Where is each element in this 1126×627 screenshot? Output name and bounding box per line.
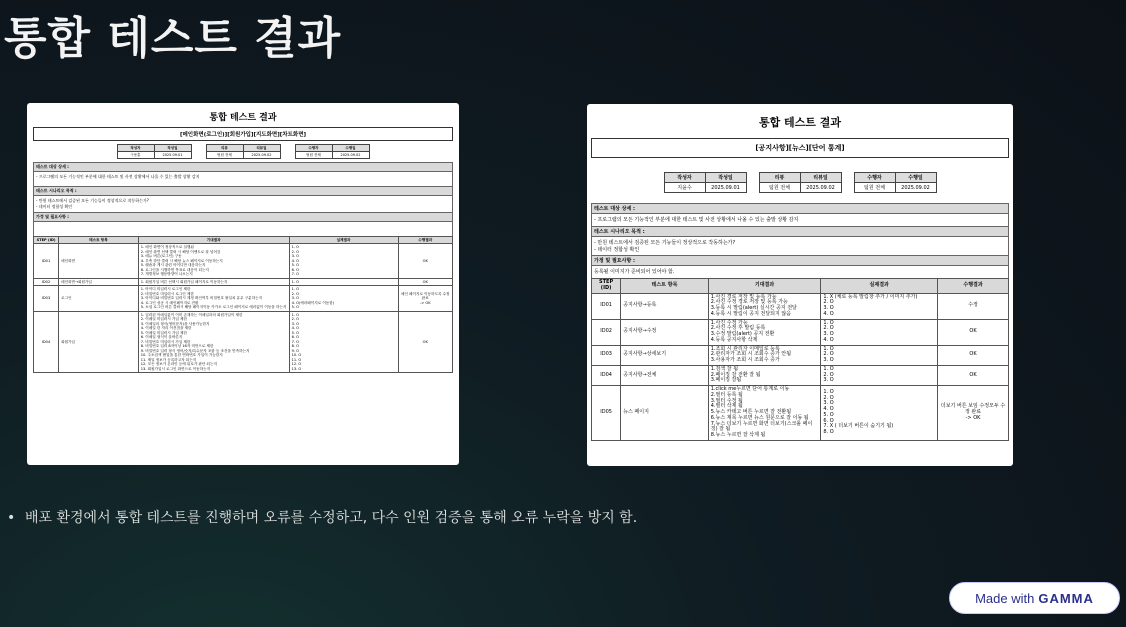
step-id: ID02 — [34, 278, 59, 285]
test-item: 회원가입 — [59, 311, 139, 372]
expected-result: 1. 메인 화면이 정상적으로 실행됨 2. 메인 화면 선택 클릭 시 해당 이벤트로 잘 넘어감 3. 메뉴 버튼(로그인) 구동 4. 우측 하단 클릭 시 해당 뉴스 페이지로 이동하는지 5. 펫숍과 게시 관련 아이디만 대응하는지 6. 로그인을 시행하면 목표로 대응이 되는지 7. 개별정보 행동방향이 나오는지 — [138, 244, 289, 278]
signature-header: 수행자 — [295, 145, 332, 152]
table-row — [34, 286, 453, 311]
expected-result: 1.사진 경로 저장 및 등록 가능 2.사진 수정 경로 저장 및 등록 가능 3.등록 시 말림(alert) 실시간 공지 전달 4.등록 시 말림이 공지 전달되지 않음 — [708, 293, 821, 319]
actual-result: 1. O — [289, 278, 398, 285]
signature-value: 2025.09.02 — [243, 152, 280, 159]
expected-result: 1. 회원가입 버튼 선택시 회원가입 페이지로 이동하는지 — [138, 278, 289, 285]
bullet-point — [7, 507, 637, 527]
table-row — [592, 386, 1009, 441]
test-item: 메인화면 — [59, 244, 139, 278]
gamma-logo: GAMMA — [1038, 590, 1094, 606]
step-id: ID03 — [592, 345, 621, 365]
step-id: ID04 — [592, 365, 621, 385]
section-body: - 프로그램의 모든 기능적인 부분에 대한 테스트 및 사전 상황에서 나올 수 있는 출발 상황 감지 — [591, 214, 1009, 226]
section-body: - 만원 테스트에서 검증된 모든 기능들이 정상적으로 작동하는가? - 데이터 정합성 확인 — [33, 196, 453, 212]
expected-result: 1.검색 잘 됨 2.페이징 잘 전환 잘 됨 3.페이징 잘됨 — [708, 365, 821, 385]
signature-value: 2025.09.02 — [895, 183, 936, 193]
execution-result: OK — [398, 311, 453, 372]
signature-table — [295, 144, 370, 159]
actual-result: 1. O 2. O 3. O 4. O 5. O 6. O 7. O — [289, 244, 398, 278]
test-item: 로그인 — [59, 286, 139, 311]
signature-value: 팀원 전체 — [854, 183, 895, 193]
table-row — [34, 278, 453, 285]
step-id: ID03 — [34, 286, 59, 311]
execution-result: OK — [938, 365, 1009, 385]
table-row — [34, 244, 453, 278]
step-id: ID01 — [34, 244, 59, 278]
test-item: 공지사항→등록 — [621, 293, 709, 319]
section-body: - 만원 테스트에서 검증된 모든 기능들이 정상적으로 작동하는가? - 데이터 정합성 확인 — [591, 237, 1009, 255]
signature-value: 팀원 전체 — [759, 183, 800, 193]
signature-table — [206, 144, 281, 159]
section-heading: 가정 및 필요사항 : — [33, 212, 453, 222]
expected-result: 1. 입력된 이메일값이 이미 존재하는 이메일과의 회원가입이 제한 2. 이메일 미입력시 가입 제한 3. 이메일의 형식(영어문자)을 사용가능한지 4. 이메일 한 자리 이전점을 제한 5. 이메일 미입력시 가입 제한 6. 이메일 형식이 올바른지 7. 비밀번호 미입력시 가입 제한 8. 비밀번호 입력 8자이상 16자 미만으로 제한 9. 비밀번호 입력 형식 영어/숫자/특수문자 포함 등 조건을 만족하는지 10. 주소검색 팝업을 통한 연락번호 가입이 가능한지 11. 제일 정보가 등록하고자 되는지 12. 모든 정보가 온라인 등에 뒤로가 판단 되는지 13. 회원가입시 로그인 화면으로 이동하는지 — [138, 311, 289, 372]
actual-result: 1. X (체로 등록 말림창 추가 / 이미지 추가) 2. O 3. O 4. O — [821, 293, 938, 319]
signature-header: 리뷰 — [206, 145, 243, 152]
signature-table — [759, 172, 842, 193]
signature-header: 작성일 — [154, 145, 191, 152]
test-result-table — [33, 236, 453, 373]
signature-value: 팀원 전체 — [295, 152, 332, 159]
signature-table — [664, 172, 747, 193]
table-row — [592, 293, 1009, 319]
table-row — [592, 345, 1009, 365]
signature-header: 리뷰일 — [243, 145, 280, 152]
execution-result: OK — [938, 319, 1009, 345]
section-heading: 테스트 대상 상세 : — [33, 162, 453, 172]
section-heading: 테스트 시나리오 목적 : — [33, 186, 453, 196]
test-item: 공지사항→수정 — [621, 319, 709, 345]
column-header: 기대결과 — [708, 279, 821, 294]
execution-result: 수정 — [938, 293, 1009, 319]
signature-value: 2025.09.01 — [154, 152, 191, 159]
test-item: 공지사항→상세보기 — [621, 345, 709, 365]
expected-result: 1.사진 수정 가능 2.사진 수정 후 말림 등록 3.수정 말림(alert) 공지 전환 4.등록 공지사항 삭제 — [708, 319, 821, 345]
page-title: 통합 테스트 결과 — [4, 13, 342, 64]
section-heading: 테스트 시나리오 목적 : — [591, 226, 1009, 237]
column-header: 실제결과 — [289, 237, 398, 244]
bullet-text: 배포 환경에서 통합 테스트를 진행하며 오류를 수정하고, 다수 인원 검증을 통해 오류 누락을 방지 함. — [25, 510, 638, 526]
table-row — [592, 365, 1009, 385]
column-header: STEP (ID) — [592, 279, 621, 294]
signature-value: 2025.09.01 — [705, 183, 746, 193]
test-result-document-1 — [27, 103, 459, 465]
column-header: STEP (ID) — [34, 237, 59, 244]
badge-prefix: Made with — [975, 590, 1035, 606]
signature-table — [117, 144, 192, 159]
bullet-dot-icon: • — [7, 510, 16, 526]
actual-result: 1. O 2. O 3. O 4. O(에러페이지로 이동함) 5. O — [289, 286, 398, 311]
doc-subtitle: [메인화면(로그인)][회원가입][지도화면][차트화면] — [33, 127, 453, 141]
step-id: ID01 — [592, 293, 621, 319]
signature-header: 작성자 — [117, 145, 154, 152]
table-row — [592, 319, 1009, 345]
signature-value: 2025.09.02 — [332, 152, 369, 159]
doc-title: 통합 테스트 결과 — [758, 116, 842, 129]
signature-header: 수행자 — [854, 173, 895, 183]
execution-result: OK — [398, 278, 453, 285]
test-item: 뉴스 페이지 — [621, 386, 709, 441]
column-header: 실제결과 — [821, 279, 938, 294]
test-result-document-2 — [587, 104, 1013, 466]
test-item: 메인화면→회원가입 — [59, 278, 139, 285]
test-item: 공지사항→전체 — [621, 365, 709, 385]
signature-header: 리뷰 — [759, 173, 800, 183]
actual-result: 1. O 2. O 3. O — [821, 365, 938, 385]
expected-result: 1.조회 시 관리자 이메일로 등록 2.관리자가 조회 시 조회수 증가 안됨 3.사용자가 조회 시 조회수 증가 — [708, 345, 821, 365]
section-body — [33, 222, 453, 236]
signature-row — [591, 172, 1009, 193]
execution-result: 더보기 버튼 보임 수정모두 수정 완료 -> OK — [938, 386, 1009, 441]
test-result-table — [591, 278, 1009, 441]
actual-result: 1. O 2. O 3. O 4. O 5. O 6. O 7. X ( 더보기 버튼이 숨기기 됨) 8. O — [821, 386, 938, 441]
made-with-gamma-badge[interactable] — [949, 582, 1120, 614]
actual-result: 1. O 2. O 3. O — [821, 345, 938, 365]
actual-result: 1. O 2. O 3. O 4. O — [821, 319, 938, 345]
signature-header: 작성일 — [705, 173, 746, 183]
step-id: ID04 — [34, 311, 59, 372]
column-header: 수행결과 — [938, 279, 1009, 294]
step-id: ID02 — [592, 319, 621, 345]
column-header: 테스트 항목 — [621, 279, 709, 294]
section-body: - 프로그램의 모든 기능적인 부분에 대한 테스트 및 사전 상황에서 나올 수 있는 출발 상황 감지 — [33, 172, 453, 186]
expected-result: 1.click me누르면 단어 통계로 이동 2.필터 등록 됨 3.필터 수정 됨 4.필터 삭제 됨 5.뉴스 카테고 버튼 누르면 잘 전환됨 6.뉴스 제목 누르면 뉴스 원문으로 잘 이동 됨 7.뉴스 더보기 누르면 화면 더보기(스크롤 페이징) 잘 됨 8.뉴스 누르면 잘 삭제 됨 — [708, 386, 821, 441]
section-heading: 가정 및 필요사항 : — [591, 255, 1009, 266]
section-body: 등록될 이미지가 준비되어 있어야 함. — [591, 266, 1009, 278]
expected-result: 1. 아이디 미입력시 로그인 제한 2. 비밀번호 미입력시 로그인 제한 3. 아이디와 비밀번호 입력시 계정 확인여부 비밀번호 불일치 유무 구분하는지 4. 로그인 성공 시 메인페이지로 전환 5. 소셜 로그인 버튼 클릭시 해당 페이지이동 카카오 로그인 페이지로 에러없이 이동을 하는지 — [138, 286, 289, 311]
signature-value: 지윤수 — [664, 183, 705, 193]
step-id: ID05 — [592, 386, 621, 441]
signature-table — [854, 172, 937, 193]
signature-header: 리뷰일 — [800, 173, 841, 183]
signature-header: 작성자 — [664, 173, 705, 183]
signature-row — [33, 144, 453, 159]
column-header: 수행결과 — [398, 237, 453, 244]
column-header: 기대결과 — [138, 237, 289, 244]
column-header: 테스트 항목 — [59, 237, 139, 244]
signature-value: 구용훈 — [117, 152, 154, 159]
doc-title: 통합 테스트 결과 — [209, 113, 277, 123]
execution-result: OK — [398, 244, 453, 278]
signature-value: 팀원 전체 — [206, 152, 243, 159]
actual-result: 1. O 2. O 3. O 4. O 5. O 6. O 7. O 8. O 9. O 10. O 11. O 12. O 13. O — [289, 311, 398, 372]
section-heading: 테스트 대상 상세 : — [591, 203, 1009, 214]
signature-header: 수행일 — [895, 173, 936, 183]
signature-value: 2025.09.02 — [800, 183, 841, 193]
doc-subtitle: [공지사항][뉴스][단어 통계] — [591, 138, 1009, 158]
table-row — [34, 311, 453, 372]
execution-result: OK — [938, 345, 1009, 365]
signature-header: 수행일 — [332, 145, 369, 152]
execution-result: 메인 페이지로 이동하도록 수정 완료 -> OK — [398, 286, 453, 311]
